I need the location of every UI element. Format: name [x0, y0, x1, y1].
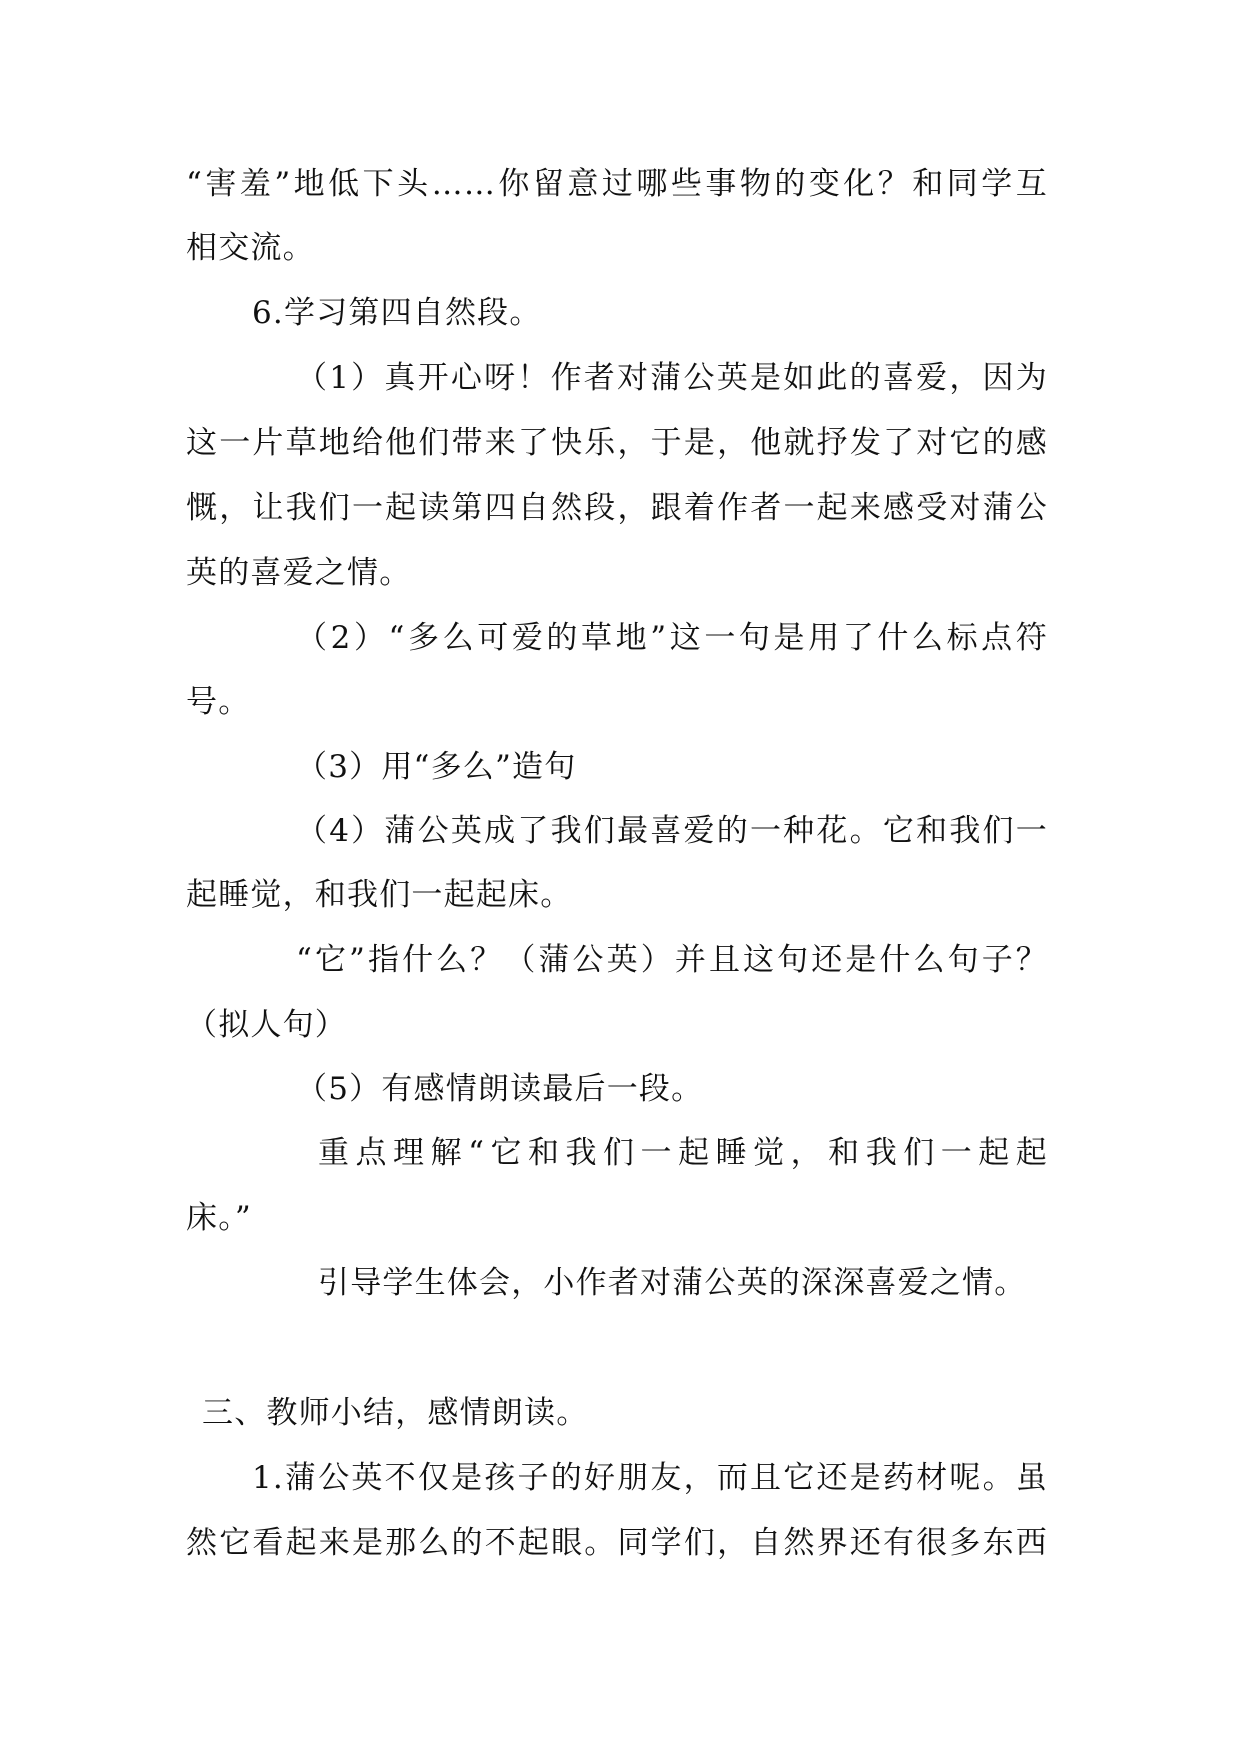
- text-line: “它”指什么？（蒲公英）并且这句还是什么句子？: [296, 942, 1048, 978]
- text-line: （1）真开心呀！作者对蒲公英是如此的喜爱，因为: [296, 360, 1048, 396]
- text-line: 英的喜爱之情。: [186, 555, 412, 591]
- text-line: 然它看起来是那么的不起眼。同学们，自然界还有很多东西: [186, 1525, 1048, 1561]
- text-line: （4）蒲公英成了我们最喜爱的一种花。它和我们一: [296, 813, 1048, 849]
- text-line: 重点理解“它和我们一起睡觉，和我们一起起: [318, 1135, 1048, 1171]
- text-line: （2）“多么可爱的草地”这一句是用了什么标点符: [296, 620, 1048, 656]
- text-line: 床。”: [186, 1200, 252, 1236]
- text-line: “害羞”地低下头……你留意过哪些事物的变化？和同学互: [186, 166, 1048, 202]
- text-line: 慨，让我们一起读第四自然段，跟着作者一起来感受对蒲公: [186, 490, 1048, 526]
- text-line: 引导学生体会，小作者对蒲公英的深深喜爱之情。: [318, 1265, 1027, 1301]
- text-line: 号。: [186, 684, 251, 720]
- text-line: 1.蒲公英不仅是孩子的好朋友，而且它还是药材呢。虽: [252, 1460, 1048, 1496]
- text-line: （3）用“多么”造句: [296, 749, 577, 785]
- text-line: （拟人句）: [186, 1007, 347, 1043]
- section-heading: 三、教师小结，感情朗读。: [202, 1395, 589, 1431]
- text-line: 这一片草地给他们带来了快乐，于是，他就抒发了对它的感: [186, 425, 1048, 461]
- subheading-line: 6.学习第四自然段。: [252, 295, 542, 331]
- text-line: 起睡觉，和我们一起起床。: [186, 877, 573, 913]
- text-line: 相交流。: [186, 230, 315, 266]
- text-line: （5）有感情朗读最后一段。: [296, 1071, 704, 1107]
